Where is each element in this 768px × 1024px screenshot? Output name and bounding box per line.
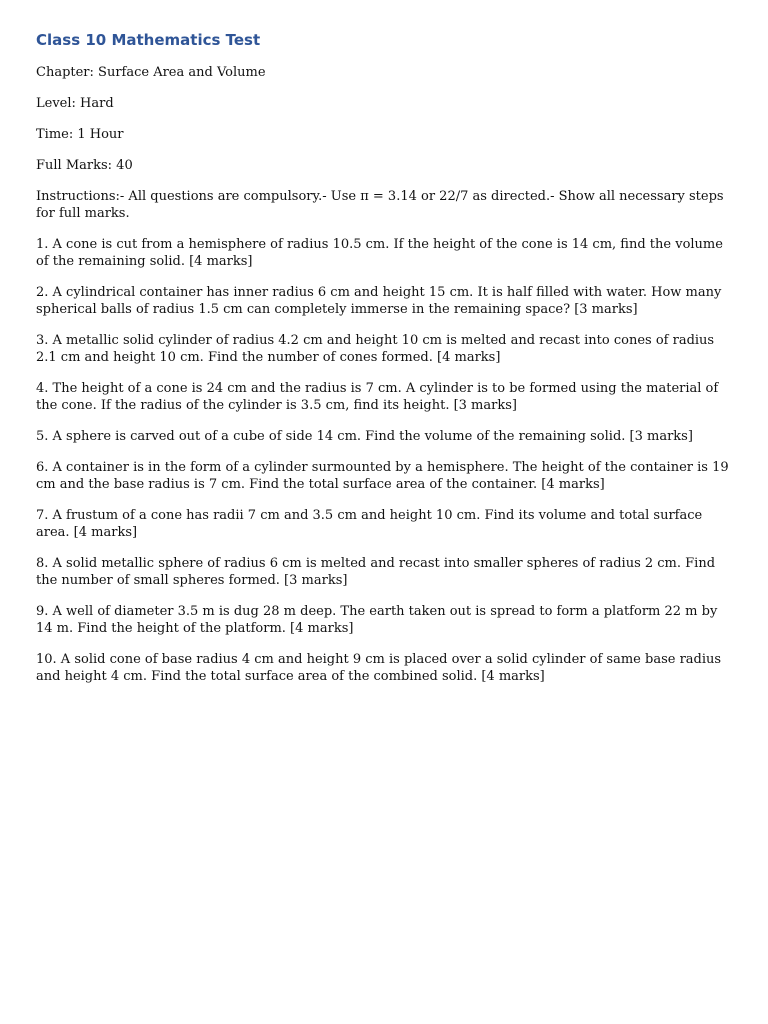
instructions-paragraph: Instructions:- All questions are compulsory.- Use π = 3.14 or 22/7 as directed.- Show all necessary steps for full marks.	[36, 189, 724, 221]
question-item: 7. A frustum of a cone has radii 7 cm and 3.5 cm and height 10 cm. Find its volume and total surface area. [4 marks]	[36, 508, 703, 540]
time-line: Time: 1 Hour	[36, 127, 124, 142]
question-list	[36, 236, 736, 685]
question-item: 10. A solid cone of base radius 4 cm and height 9 cm is placed over a solid cylinder of same base radius and height 4 cm. Find the total surface area of the combined solid. [4 marks]	[36, 652, 722, 684]
chapter-line: Chapter: Surface Area and Volume	[36, 65, 266, 80]
document-page	[36, 30, 736, 699]
question-item: 1. A cone is cut from a hemisphere of radius 10.5 cm. If the height of the cone is 14 cm, find the volume of the remaining solid. [4 marks]	[36, 237, 723, 269]
question-item: 8. A solid metallic sphere of radius 6 cm is melted and recast into smaller spheres of radius 2 cm. Find the number of small spheres formed. [3 marks]	[36, 556, 716, 588]
full-marks-line: Full Marks: 40	[36, 158, 133, 173]
question-item: 2. A cylindrical container has inner radius 6 cm and height 15 cm. It is half filled with water. How many spherical balls of radius 1.5 cm can completely immerse in the remaining space? [3 marks]	[36, 285, 722, 317]
question-item: 4. The height of a cone is 24 cm and the radius is 7 cm. A cylinder is to be formed using the material of the cone. If the radius of the cylinder is 3.5 cm, find its height. [3 marks]	[36, 381, 719, 413]
question-item: 9. A well of diameter 3.5 m is dug 28 m deep. The earth taken out is spread to form a platform 22 m by 14 m. Find the height of the platform. [4 marks]	[36, 604, 718, 636]
question-item: 6. A container is in the form of a cylinder surmounted by a hemisphere. The height of the container is 19 cm and the base radius is 7 cm. Find the total surface area of the container. [4 marks]	[36, 460, 729, 492]
page-title: Class 10 Mathematics Test	[36, 31, 261, 49]
level-line: Level: Hard	[36, 96, 114, 111]
question-item: 3. A metallic solid cylinder of radius 4.2 cm and height 10 cm is melted and recast into cones of radius 2.1 cm and height 10 cm. Find the number of cones formed. [4 marks]	[36, 333, 715, 365]
question-item: 5. A sphere is carved out of a cube of side 14 cm. Find the volume of the remaining solid. [3 marks]	[36, 429, 693, 444]
